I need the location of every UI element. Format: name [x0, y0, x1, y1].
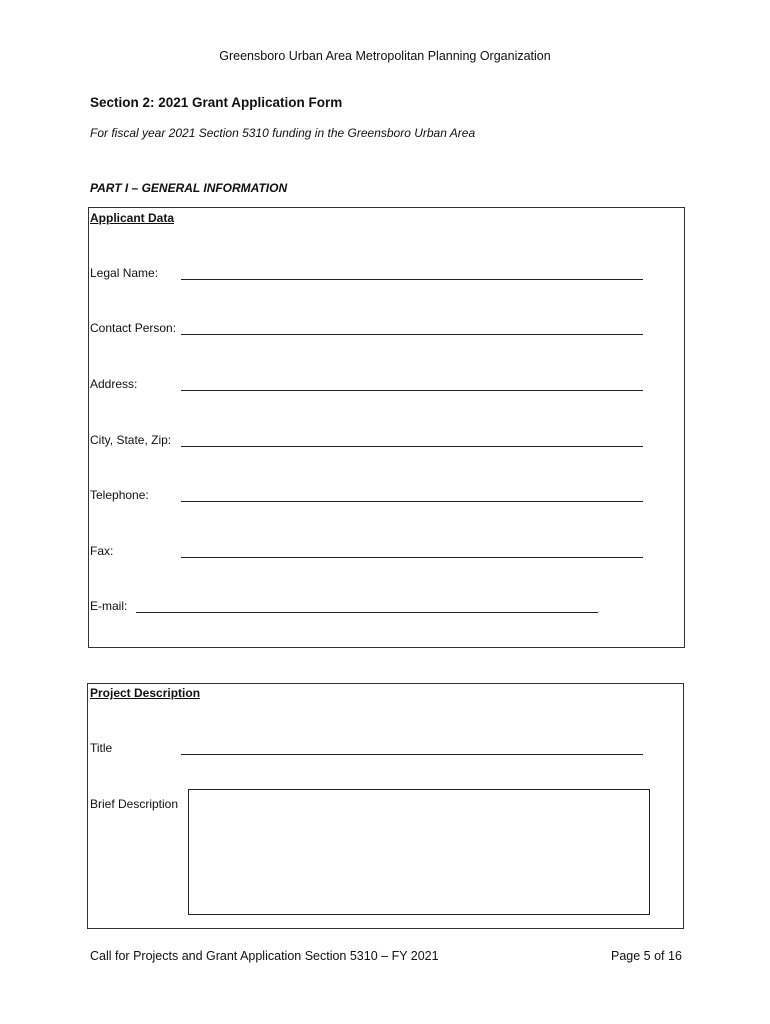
legal-name-label: Legal Name:: [90, 266, 159, 280]
project-description-heading: Project Description: [90, 686, 201, 700]
fax-field[interactable]: [181, 557, 643, 558]
telephone-field[interactable]: [181, 501, 643, 502]
address-field[interactable]: [181, 390, 643, 391]
section-title: Section 2: 2021 Grant Application Form: [90, 95, 343, 110]
email-label: E-mail:: [90, 599, 128, 613]
applicant-data-heading: Applicant Data: [90, 211, 175, 225]
legal-name-field[interactable]: [181, 279, 643, 280]
telephone-label: Telephone:: [90, 488, 149, 502]
project-title-label: Title: [90, 741, 113, 755]
part-one-heading: PART I – GENERAL INFORMATION: [90, 181, 288, 195]
footer-title: Call for Projects and Grant Application Section 5310 – FY 2021: [90, 949, 439, 963]
contact-person-field[interactable]: [181, 334, 643, 335]
fax-label: Fax:: [90, 544, 114, 558]
email-field[interactable]: [136, 612, 598, 613]
project-title-field[interactable]: [181, 754, 643, 755]
organization-header: Greensboro Urban Area Metropolitan Planning Organization: [219, 49, 551, 63]
address-label: Address:: [90, 377, 138, 391]
brief-description-field[interactable]: [188, 789, 650, 915]
applicant-data-box: [88, 207, 685, 648]
brief-description-label: Brief Description: [90, 797, 179, 811]
city-state-zip-label: City, State, Zip:: [90, 433, 172, 447]
page-number: Page 5 of 16: [611, 949, 682, 963]
city-state-zip-field[interactable]: [181, 446, 643, 447]
contact-person-label: Contact Person:: [90, 321, 177, 335]
section-subtitle: For fiscal year 2021 Section 5310 funding in the Greensboro Urban Area: [90, 126, 476, 140]
